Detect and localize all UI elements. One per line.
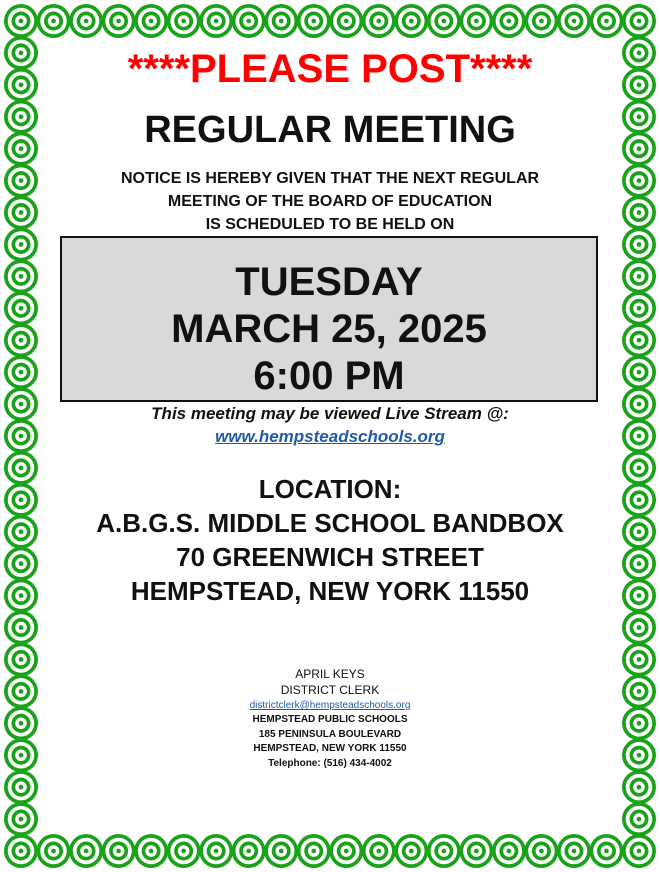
border-circle-icon	[622, 738, 656, 772]
border-circle-icon	[622, 291, 656, 325]
border-circle-icon	[37, 4, 71, 38]
border-circle-icon	[622, 674, 656, 708]
border-circle-icon	[4, 770, 38, 804]
border-circle-icon	[4, 419, 38, 453]
border-circle-icon	[524, 834, 558, 868]
border-circle-icon	[622, 770, 656, 804]
notice-line-1: NOTICE IS HEREBY GIVEN THAT THE NEXT REGULAR	[120, 170, 540, 187]
live-stream-link[interactable]: www.hempsteadschools.org	[215, 427, 445, 446]
border-circle-icon	[4, 4, 38, 38]
border-circle-icon	[622, 36, 656, 70]
border-circle-icon	[37, 834, 71, 868]
border-circle-icon	[4, 196, 38, 230]
district-address: 185 PENINSULA BOULEVARD	[258, 728, 402, 740]
border-circle-icon	[622, 227, 656, 261]
live-stream-text: This meeting may be viewed Live Stream @:	[151, 404, 509, 423]
border-circle-icon	[4, 387, 38, 421]
border-circle-icon	[297, 834, 331, 868]
clerk-title: DISTRICT CLERK	[280, 683, 380, 697]
border-circle-icon	[329, 834, 363, 868]
border-circle-icon	[622, 834, 656, 868]
meeting-date-box	[60, 236, 598, 402]
district-city: HEMPSTEAD, NEW YORK 11550	[253, 743, 407, 754]
border-circle-icon	[4, 323, 38, 357]
border-circle-icon	[4, 515, 38, 549]
border-circle-icon	[4, 68, 38, 102]
border-circle-icon	[102, 834, 136, 868]
district-name: HEMPSTEAD PUBLIC SCHOOLS	[252, 714, 408, 725]
border-circle-icon	[622, 68, 656, 102]
border-circle-icon	[492, 4, 526, 38]
notice-text	[40, 167, 620, 236]
border-circle-icon	[4, 738, 38, 772]
border-circle-icon	[199, 4, 233, 38]
border-circle-icon	[622, 419, 656, 453]
border-circle-icon	[622, 483, 656, 517]
border-circle-icon	[4, 579, 38, 613]
border-circle-icon	[4, 802, 38, 836]
border-circle-icon	[4, 355, 38, 389]
border-circle-icon	[622, 451, 656, 485]
location-street: 70 GREENWICH STREET	[176, 542, 484, 572]
border-circle-icon	[102, 4, 136, 38]
border-circle-icon	[4, 259, 38, 293]
location-label: LOCATION:	[258, 474, 402, 504]
border-circle-icon	[622, 642, 656, 676]
border-circle-icon	[622, 579, 656, 613]
location-venue: A.B.G.S. MIDDLE SCHOOL BANDBOX	[96, 508, 564, 538]
border-circle-icon	[557, 834, 591, 868]
border-circle-icon	[4, 834, 38, 868]
border-circle-icon	[394, 834, 428, 868]
border-circle-icon	[4, 164, 38, 198]
clerk-email-link[interactable]: districtclerk@hempsteadschools.org	[249, 700, 411, 711]
border-circle-icon	[297, 4, 331, 38]
border-circle-icon	[622, 132, 656, 166]
border-circle-icon	[427, 834, 461, 868]
border-circle-icon	[589, 4, 623, 38]
location-city: HEMPSTEAD, NEW YORK 11550	[130, 576, 530, 606]
border-circle-icon	[4, 451, 38, 485]
border-circle-icon	[69, 4, 103, 38]
border-circle-icon	[622, 515, 656, 549]
border-circle-icon	[524, 4, 558, 38]
border-circle-icon	[167, 834, 201, 868]
border-circle-icon	[622, 164, 656, 198]
border-circle-icon	[4, 611, 38, 645]
border-circle-icon	[622, 4, 656, 38]
border-circle-icon	[622, 802, 656, 836]
please-post-header: ****PLEASE POST****	[127, 47, 533, 91]
location-block	[40, 472, 620, 608]
border-circle-icon	[622, 196, 656, 230]
district-block	[40, 713, 620, 771]
meeting-time: 6:00 PM	[253, 354, 405, 398]
border-circle-icon	[4, 291, 38, 325]
border-circle-icon	[4, 227, 38, 261]
border-circle-icon	[459, 4, 493, 38]
border-circle-icon	[622, 547, 656, 581]
border-circle-icon	[69, 834, 103, 868]
notice-line-2: MEETING OF THE BOARD OF EDUCATION	[167, 193, 493, 210]
border-circle-icon	[4, 706, 38, 740]
border-circle-icon	[622, 611, 656, 645]
border-circle-icon	[4, 674, 38, 708]
border-circle-icon	[134, 4, 168, 38]
border-circle-icon	[622, 259, 656, 293]
border-circle-icon	[622, 100, 656, 134]
border-circle-icon	[557, 4, 591, 38]
border-circle-icon	[4, 483, 38, 517]
border-circle-icon	[362, 4, 396, 38]
border-circle-icon	[199, 834, 233, 868]
border-circle-icon	[622, 355, 656, 389]
border-circle-icon	[4, 132, 38, 166]
border-circle-icon	[264, 4, 298, 38]
border-circle-icon	[167, 4, 201, 38]
border-circle-icon	[264, 834, 298, 868]
border-circle-icon	[4, 100, 38, 134]
border-circle-icon	[394, 4, 428, 38]
meeting-date: MARCH 25, 2025	[171, 307, 487, 351]
border-circle-icon	[4, 547, 38, 581]
notice-content	[40, 40, 620, 832]
meeting-day: TUESDAY	[235, 260, 423, 304]
border-circle-icon	[362, 834, 396, 868]
clerk-name: APRIL KEYS	[295, 667, 365, 681]
border-circle-icon	[492, 834, 526, 868]
border-circle-icon	[4, 36, 38, 70]
border-circle-icon	[232, 834, 266, 868]
border-circle-icon	[427, 4, 461, 38]
border-circle-icon	[329, 4, 363, 38]
border-circle-icon	[622, 706, 656, 740]
border-circle-icon	[459, 834, 493, 868]
border-circle-icon	[622, 387, 656, 421]
notice-line-3: IS SCHEDULED TO BE HELD ON	[205, 216, 455, 233]
border-circle-icon	[134, 834, 168, 868]
border-circle-icon	[589, 834, 623, 868]
district-phone: Telephone: (516) 434-4002	[268, 757, 392, 769]
clerk-block	[40, 666, 620, 698]
meeting-title: REGULAR MEETING	[144, 109, 516, 151]
border-circle-icon	[4, 642, 38, 676]
border-circle-icon	[232, 4, 266, 38]
border-circle-icon	[622, 323, 656, 357]
